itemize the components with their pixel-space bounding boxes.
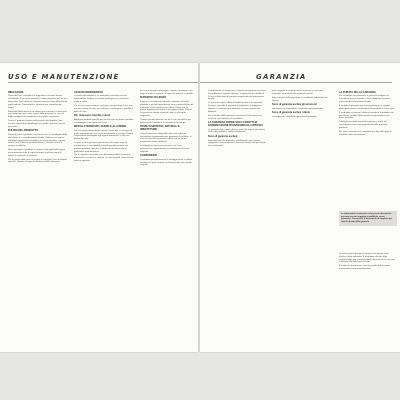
page-title-uso-manutenzione: USO E MANUTENZIONE <box>8 73 120 81</box>
section-heading: LA GARANZIA COPRE SOLO I DIFETTI DI FABBRICAZIONE DI ENTRAMBI GLI ARTICOLI <box>208 121 263 127</box>
paragraph: Il produttore si riserva il diritto di sostituire il prodotto con uno di pari caratteristiche qualora la riparazione non fosse possibile. <box>339 111 394 120</box>
paragraph: Prima dell'uso, controllare le aggiuntive istruzioni fornite nell'imballo. Il presente prodotto è stato progettato per un uso domestico. Non utilizzare l'apparecchio per scopi differenti da quelli indicati. Conservare le istruzioni per consultazioni future. <box>8 95 68 109</box>
paragraph: Le imbottiture possono assestarsi con l'uso: sprimacciare regolarmente per mantenere la forma originale. <box>140 145 190 153</box>
section-heading: LA DURATA DELLA GARANZIA <box>339 90 376 94</box>
section-heading: PULIZIA DEL PRODOTTO <box>8 129 39 133</box>
paragraph: Per usufruire della garanzia conservare il documento di acquisto e presentarlo al rivenditore. <box>208 114 262 120</box>
section-heading: Sono di garanzia esclusi gli accessori <box>272 103 318 107</box>
paragraph: Tenere il prodotto lontano dalla portata dei bambini. Non lasciare materiali di imballaggio incustoditi: possono essere pericolosi. <box>8 120 66 128</box>
paragraph: Per ogni controversia è competente il foro del luogo di residenza del consumatore. <box>339 130 392 136</box>
paragraph: La garanzia copre i difetti di fabbricazione e di materiale. Durante il periodo di garanzia il produttore si impegna a riparare o sostituire gratuitamente le parti riconosciute difettose. <box>208 102 263 113</box>
right-page <box>200 63 400 352</box>
title-rule <box>200 82 392 83</box>
paragraph: danni causati dall'esposizione a condizioni ambientali non idonee. <box>272 96 328 102</box>
paragraph: L'acciaio inossidabile è un materiale resistente ma non indistruttibile. Evitare il contatto prolungato con sostanze acide o saline. <box>74 95 129 103</box>
section-heading: METALLI VERNICIATI, FERRO E ALLUMINIO <box>74 125 127 129</box>
paragraph: È vietata la riproduzione anche parziale del presente documento senza autorizzazione. <box>339 265 390 271</box>
paragraph: Il legno è un materiale naturale: variazioni di colore, venature e piccole imperfezioni sono caratteristiche del materiale e non costituiscono difetti. Pulire con un panno leggermente umido e asciugare subito. Evitare l'esposizione diretta a fonti di calore e all'acqua stagnante. <box>140 100 194 117</box>
section-heading: COMPONENTI <box>140 154 157 158</box>
paragraph: Applicare prodotti specifici per acciaio con un panno morbido, risciacquare e asciugare con cura. <box>74 118 134 124</box>
section-heading: SUPERFICI IN LEGNO <box>140 96 167 100</box>
paragraph: I diritti previsti dalla normativa vigente a tutela del consumatore non sono pregiudicati dalla presente garanzia. <box>339 121 388 129</box>
paragraph: Eventuali difetti dovuti a un utilizzo non corretto o a interventi non autorizzati non sono coperti dalla garanzia. In caso di dubbi rivolgersi al rivenditore o al servizio assistenza. <box>8 110 67 119</box>
section-heading: Sono di garanzia esclusi: <box>208 134 239 138</box>
warranty-note-box: Le informazioni contenute nel presente documento possono essere soggette a modifiche senza preavviso. Conservare il documento di acquisto per tutta la durata della garanzia. <box>339 211 397 226</box>
paragraph: parti soggette a normale usura, materiali di consumo, variazioni cromatiche dei materiali naturali. <box>272 90 324 95</box>
section-heading: Per rimuovere macchie e aloni <box>74 114 111 118</box>
left-column-2 <box>74 90 134 164</box>
paragraph: Le parti in ferro possono presentare col tempo segni di ossidazione: è consigliabile trattarle periodicamente con prodotti protettivi specifici. L'alluminio non necessita di particolare manutenzione. <box>74 142 129 153</box>
paragraph: Per la sua conservazione: asciugare sempre dopo l'uso, non lasciare residui di cibo, non utilizzare candeggina o prodotti a base di cloro. <box>74 104 134 113</box>
paragraph: Il periodo di garanzia non viene prolungato a seguito della riparazione o sostituzione del prodotto o di sue parti. <box>339 104 395 110</box>
right-column-3-continued <box>339 253 395 272</box>
paragraph: Non immergere il prodotto in acqua o altri liquidi. Asciugare accuratamente tutte le superfici dopo la pulizia prima di riporre o riutilizzare il prodotto. <box>8 149 66 157</box>
paragraph: Trattare periodicamente con oli o cere specifiche per preservarne l'aspetto e la resistenza nel tempo. <box>140 118 191 124</box>
left-page <box>0 63 198 352</box>
section-heading: TESSUTI SINTETICI, NATURALI E IMBOTTITURE <box>140 125 180 132</box>
paragraph: La garanzia non copre i danni causati da agenti atmosferici, usura del prodotto e dall'uso improprio. <box>208 128 266 134</box>
paragraph: non forniti con il prodotto o acquistati separatamente. <box>272 107 324 110</box>
section-heading: ACCIAIO INOSSIDABILE <box>74 90 104 94</box>
paragraph: Controllare periodicamente il serraggio di viti e bulloni. Sostituire le parti usurate esclusivamente con ricambi originali. <box>140 158 193 167</box>
paragraph: Prima di pulire il prodotto, assicurarsi che sia scollegato dalla rete elettrica e completamente freddo. Utilizzare un panno morbido leggermente inumidito con acqua tiepida e sapone neutro. Non utilizzare prodotti abrasivi, solventi, alcool o spugne metalliche. <box>8 133 68 148</box>
title-rule <box>8 82 198 83</box>
right-column-3 <box>339 90 395 138</box>
paragraph: I tessuti non sono sfoderabili salvo ove indicato. Spazzolare regolarmente per rimuovere la polvere. In caso di macchie intervenire subito con un panno assorbente senza strofinare. <box>140 132 192 144</box>
left-column-1 <box>8 90 68 165</box>
left-column-3 <box>140 90 194 168</box>
section-heading: INDICAZIONI <box>8 90 24 94</box>
paragraph: conseguenti a modifiche apportate al prodotto. <box>272 115 317 118</box>
paragraph: Per le superfici verniciate non utilizzare prodotti contenenti ammoniaca, acetone o solventi. In caso di graffi, ritoccare con vernice apposita. <box>74 154 134 163</box>
paragraph: Le informazioni riportate in questo documento sono fornite a titolo indicativo. Il produttore declina ogni responsabilità per eventuali danni derivanti da un uso non conforme alle indicazioni fornite. <box>339 253 395 264</box>
paragraph: Per la pulizia delle parti in acciaio si consiglia l'uso di prodotti specifici. Seguire sempre la direzione della satinatura. <box>8 158 67 164</box>
page-title-garanzia: GARANZIA <box>256 73 307 81</box>
right-column-2 <box>272 90 330 120</box>
paragraph: danni derivanti da trasporto, installazione non corretta, negligenza, trascuratezza o interventi eseguiti da personale non autorizzato. <box>208 139 266 148</box>
paragraph: Per una lunga durata delle superfici verniciate si consiglia di pulire regolarmente con un panno morbido e asciutto. Evitare l'esposizione prolungata agli agenti atmosferici e alla luce diretta del sole. <box>74 129 134 141</box>
paragraph: Il prodotto da Lei acquistato è coperto da garanzia secondo le condizioni di seguito riportate. La garanzia ha validità di 24 mesi dalla data di acquisto comprovata dal documento fiscale. <box>208 90 266 101</box>
paragraph: Per richiedere un intervento in garanzia rivolgersi al rivenditore presso il quale è stato effettuato l'acquisto presentando il documento fiscale. <box>339 95 391 103</box>
paragraph: In caso di inutilizzo prolungato, riporre il prodotto in un luogo asciutto e coperto, al riparo da polvere e umidità. <box>140 90 194 95</box>
section-heading: Sono di garanzia esclusi i danni <box>272 111 310 115</box>
right-column-1 <box>208 90 266 149</box>
